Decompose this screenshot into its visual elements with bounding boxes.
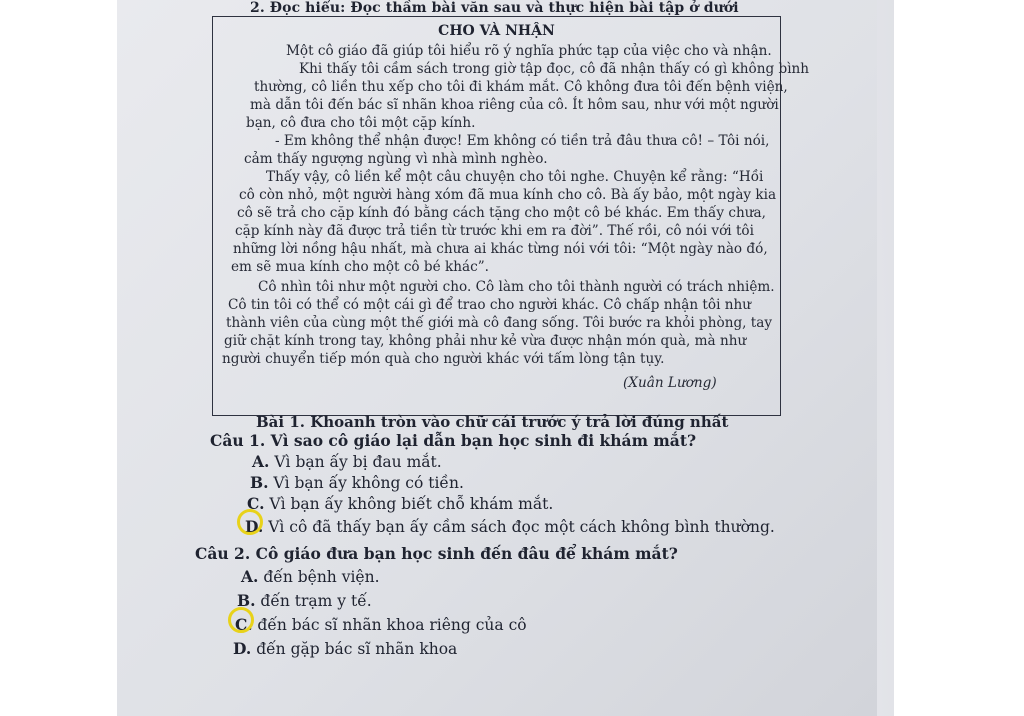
passage-line: cô còn nhỏ, một người hàng xóm đã mua kính cho cô. Bà ấy bảo, một ngày kia	[239, 187, 777, 203]
option-text: Vì bạn ấy không có tiền.	[268, 474, 464, 492]
passage-line: bạn, cô đưa cho tôi một cặp kính.	[246, 115, 476, 131]
section-heading: 2. Đọc hiểu: Đọc thầm bài văn sau và thực hiện bài tập ở dưới	[250, 0, 739, 16]
passage-box	[212, 16, 810, 416]
passage-line: thành viên của cùng một thế giới mà cô đang sống. Tôi bước ra khỏi phòng, tay	[226, 315, 773, 331]
option-letter: A.	[241, 567, 259, 586]
q1-option-c[interactable]	[247, 496, 553, 513]
option-text: Vì bạn ấy không biết chỗ khám mắt.	[264, 495, 554, 513]
story-title: CHO VÀ NHẬN	[438, 23, 555, 39]
question-1: Câu 1. Vì sao cô giáo lại dẫn bạn học sinh đi khám mắt?	[210, 431, 697, 450]
option-text: Vì bạn ấy bị đau mắt.	[269, 453, 442, 471]
passage-line: Một cô giáo đã giúp tôi hiểu rõ ý nghĩa phức tạp của việc cho và nhận.	[286, 43, 772, 59]
option-letter: B.	[237, 591, 256, 610]
photo-background	[117, 0, 894, 716]
passage-line: Cô tin tôi có thể có một cái gì để trao cho người khác. Cô chấp nhận tôi như	[228, 297, 752, 313]
question-2: Câu 2. Cô giáo đưa bạn học sinh đến đâu để khám mắt?	[195, 544, 678, 563]
passage-line: - Em không thể nhận được! Em không có tiền trả đâu thưa cô! – Tôi nói,	[275, 133, 770, 149]
q1-option-a[interactable]	[252, 454, 442, 471]
q2-option-d[interactable]	[233, 641, 457, 658]
passage-line: Thấy vậy, cô liền kể một câu chuyện cho tôi nghe. Chuyện kể rằng: “Hồi	[266, 169, 764, 185]
option-text: đến trạm y tế.	[255, 592, 372, 610]
option-letter: C.	[247, 494, 265, 513]
passage-line: cặp kính này đã được trả tiền từ trước khi em ra đời”. Thế rồi, cô nói với tôi	[235, 223, 754, 239]
option-text: Vì cô đã thấy bạn ấy cầm sách đọc một cách không bình thường.	[263, 518, 775, 536]
option-letter: D.	[233, 639, 252, 658]
worksheet-page	[117, 0, 877, 716]
passage-line: giữ chặt kính trong tay, không phải như kẻ vừa được nhận món quà, mà như	[224, 333, 747, 349]
q1-option-d[interactable]	[245, 519, 775, 536]
passage-line: cảm thấy ngượng ngùng vì nhà mình nghèo.	[244, 151, 548, 167]
q1-option-b[interactable]	[250, 475, 464, 492]
passage-line: thường, cô liền thu xếp cho tôi đi khám mắt. Cô không đưa tôi đến bệnh viện,	[254, 79, 788, 95]
passage-line: Khi thấy tôi cầm sách trong giờ tập đọc, cô đã nhận thấy có gì không bình	[299, 61, 810, 77]
q2-option-b[interactable]	[237, 593, 372, 610]
option-text: đến bác sĩ nhãn khoa riêng của cô	[252, 616, 527, 634]
passage-line: người chuyển tiếp món quà cho người khác với tấm lòng tận tụy.	[222, 351, 665, 367]
option-text: đến gặp bác sĩ nhãn khoa	[251, 640, 458, 658]
option-text: đến bệnh viện.	[258, 568, 380, 586]
passage-line: những lời nồng hậu nhất, mà chưa ai khác từng nói với tôi: “Một ngày nào đó,	[233, 241, 768, 257]
passage-line: Cô nhìn tôi như một người cho. Cô làm cho tôi thành người có trách nhiệm.	[258, 279, 775, 295]
passage-line: mà dẫn tôi đến bác sĩ nhãn khoa riêng của cô. Ít hôm sau, như với một người	[250, 97, 779, 113]
answer-circle-q2	[228, 607, 254, 633]
passage-line: em sẽ mua kính cho một cô bé khác”.	[231, 259, 489, 275]
passage-line: cô sẽ trả cho cặp kính đó bằng cách tặng cho một cô bé khác. Em thấy chưa,	[237, 205, 766, 221]
q2-option-c[interactable]	[235, 617, 527, 634]
option-letter: A.	[252, 452, 270, 471]
option-letter: D.	[245, 517, 264, 536]
answer-circle-q1	[237, 509, 263, 535]
option-letter: B.	[250, 473, 269, 492]
story-author: (Xuân Lương)	[623, 375, 717, 391]
q2-option-a[interactable]	[241, 569, 380, 586]
option-letter: C.	[235, 615, 253, 634]
exercise-title: Bài 1. Khoanh tròn vào chữ cái trước ý trả lời đúng nhất	[256, 413, 729, 431]
